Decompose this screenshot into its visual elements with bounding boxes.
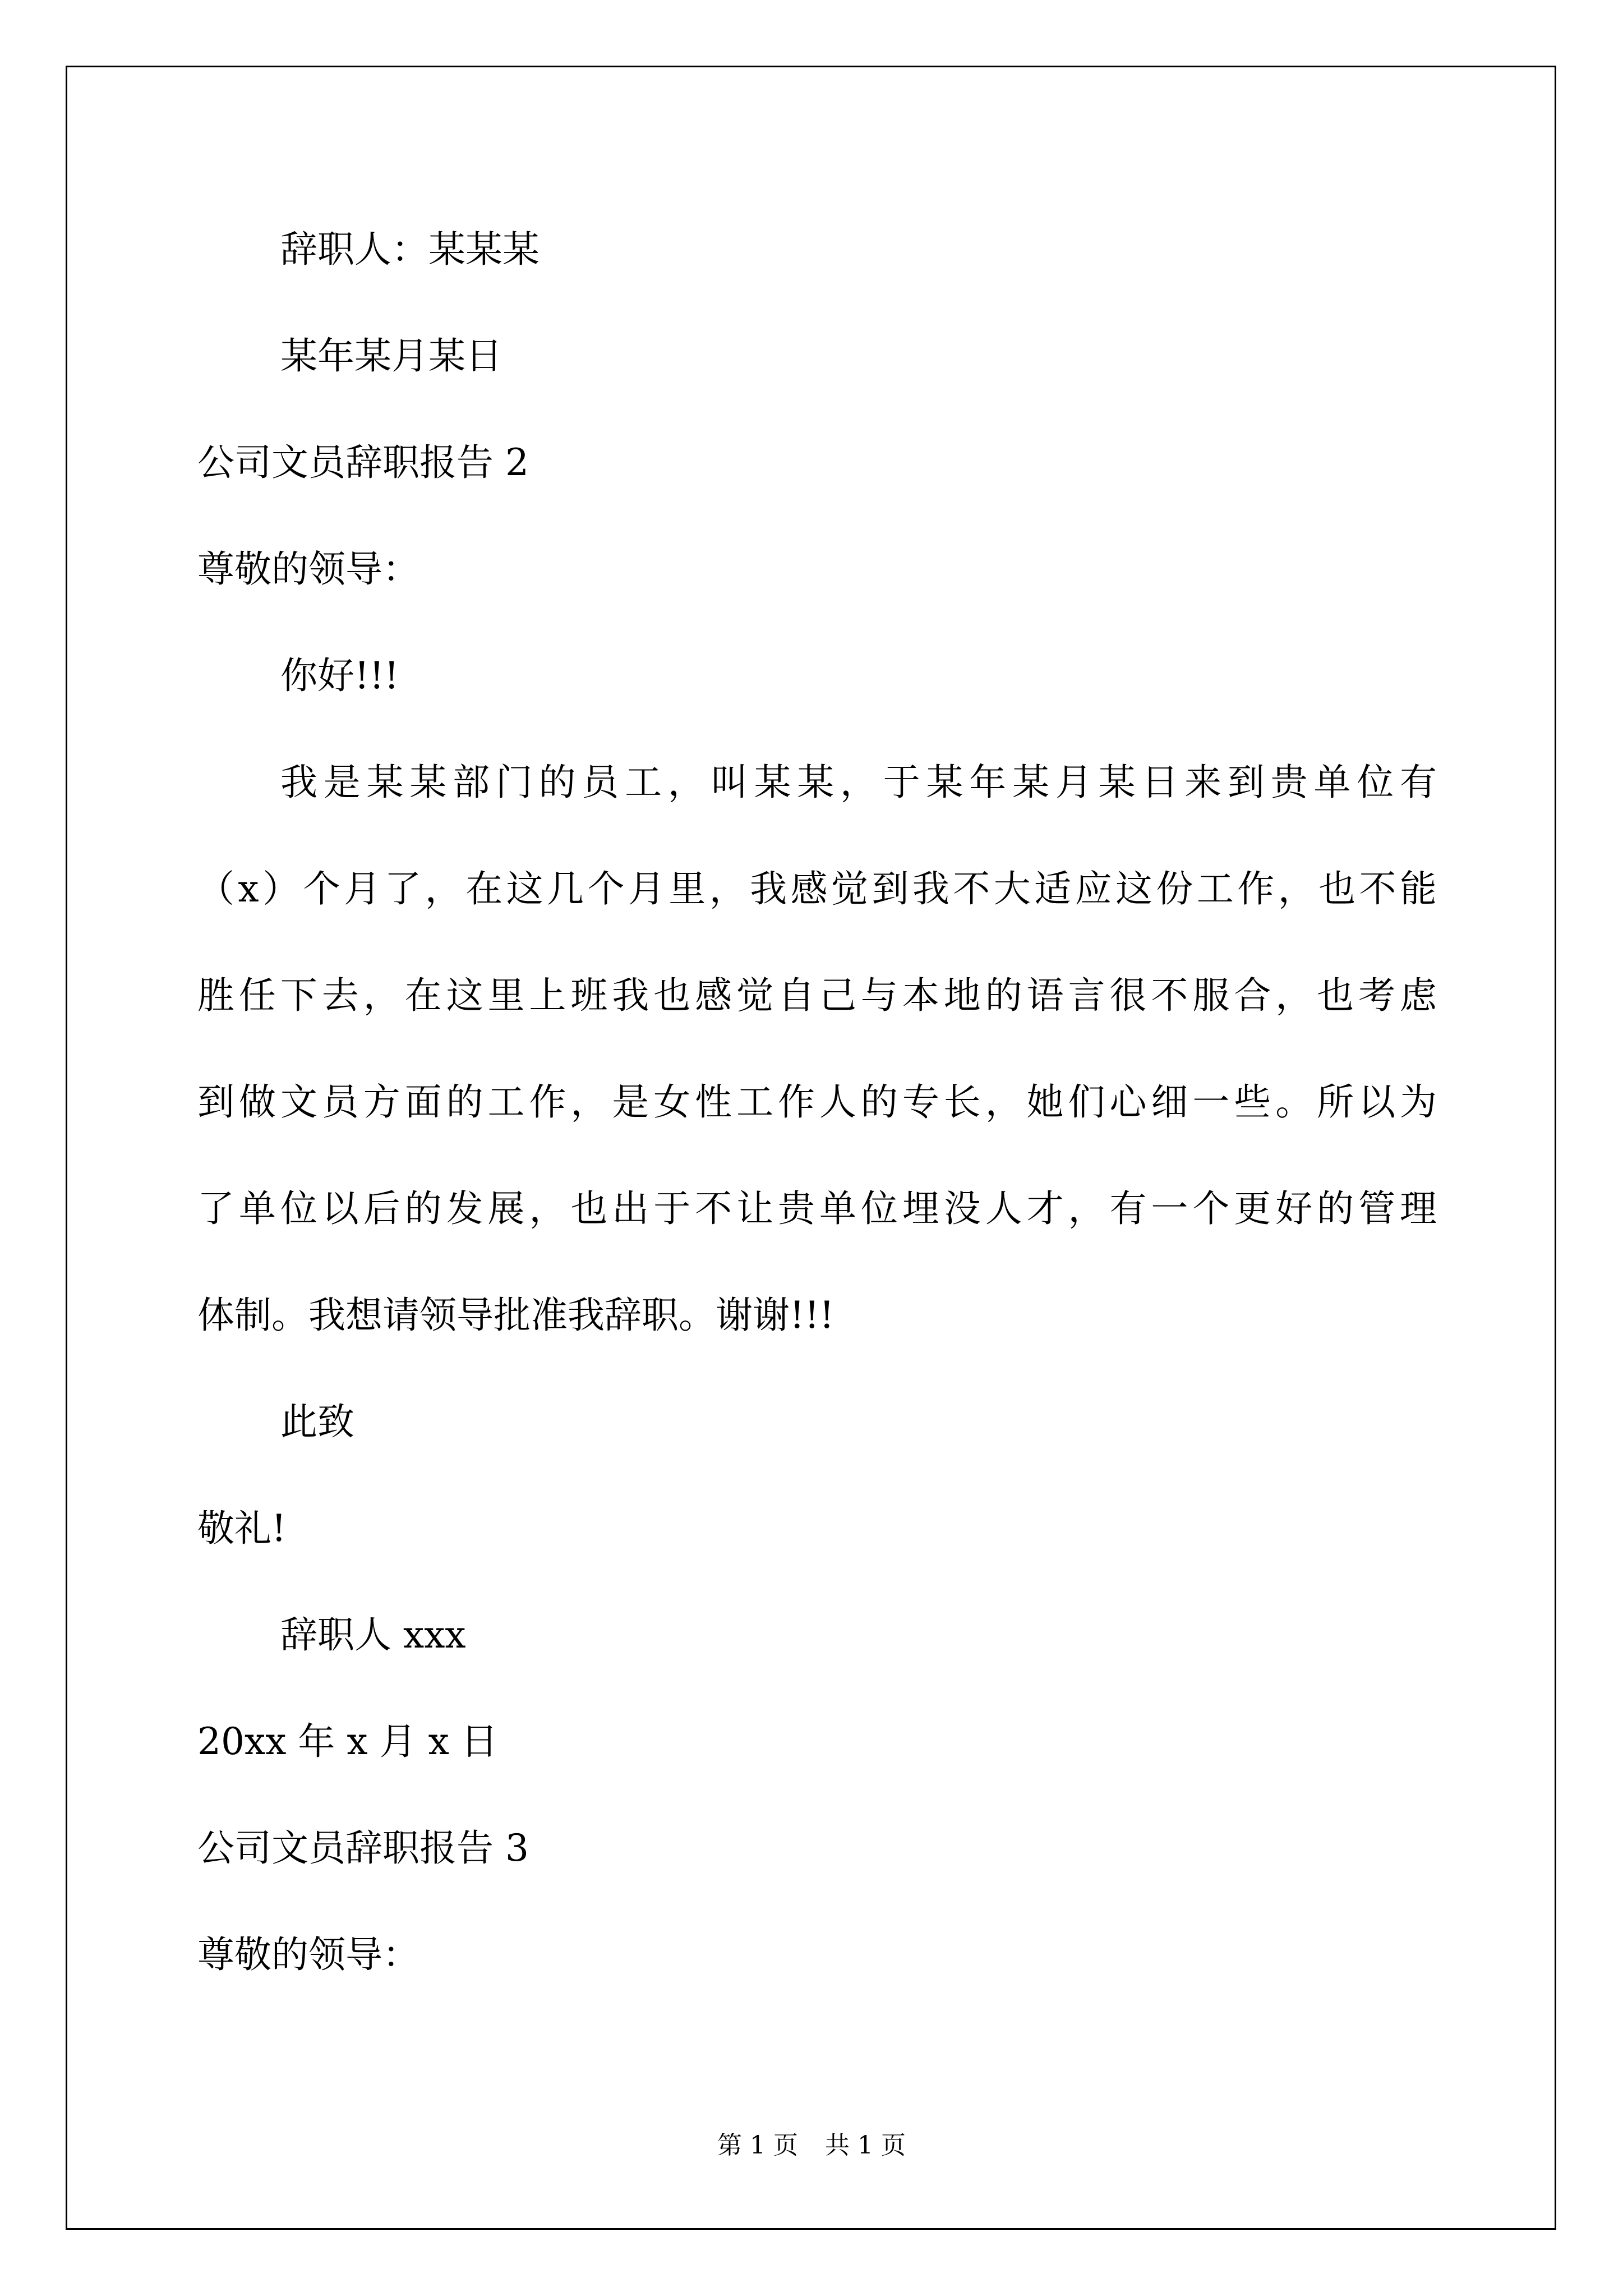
greeting: 你好!!! (280, 654, 399, 697)
body-line-5: 了单位以后的发展，也出于不让贵单位埋没人才，有一个更好的管理 (197, 1187, 1437, 1230)
body-line-1: 我是某某部门的员工，叫某某，于某年某月某日来到贵单位有 (280, 761, 1437, 804)
salutation: 尊敬的领导： (197, 547, 419, 591)
body-line-2: （x）个月了，在这几个月里，我感觉到我不大适应这份工作，也不能 (197, 867, 1437, 910)
signature-line: 辞职人 xxx (280, 1613, 466, 1657)
closing-line: 此致 (280, 1400, 354, 1443)
page-total: 共 1 页 (825, 2131, 906, 2160)
report-title-3: 公司文员辞职报告 3 (197, 1826, 529, 1870)
signature-date: 20xx 年 x 月 x 日 (197, 1720, 498, 1763)
regards-line: 敬礼! (197, 1507, 287, 1550)
body-line-3: 胜任下去，在这里上班我也感觉自己与本地的语言很不服合，也考虑 (197, 974, 1437, 1017)
report-title-2: 公司文员辞职报告 2 (197, 441, 529, 484)
signer-line: 辞职人：某某某 (280, 228, 540, 271)
page-border (66, 66, 1556, 2230)
page-number: 第 1 页 (717, 2131, 798, 2160)
salutation-3: 尊敬的领导： (197, 1933, 419, 1976)
date-line: 某年某月某日 (280, 334, 502, 378)
page-footer (0, 2129, 1623, 2162)
body-line-6: 体制。我想请领导批准我辞职。谢谢!!! (197, 1294, 834, 1337)
body-line-4: 到做文员方面的工作，是女性工作人的专长，她们心细一些。所以为 (197, 1080, 1437, 1124)
